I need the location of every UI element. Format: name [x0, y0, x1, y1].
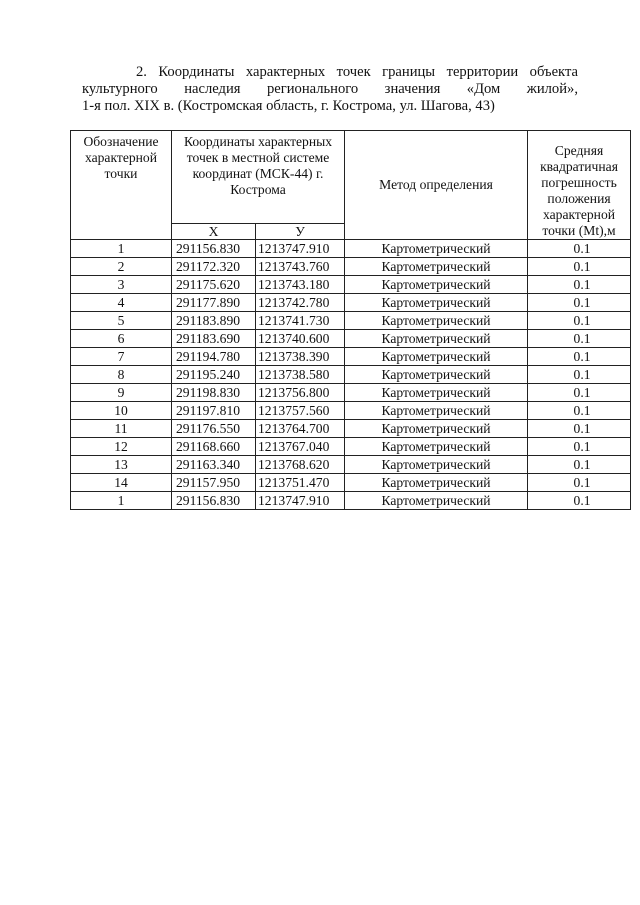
- cell-method: Картометрический: [345, 384, 528, 402]
- cell-y: 1213738.390: [256, 348, 345, 366]
- table-row: [71, 456, 631, 474]
- cell-x: 291177.890: [172, 294, 256, 312]
- table-row: [71, 240, 631, 258]
- cell-error: 0.1: [528, 402, 631, 420]
- cell-x: 291176.550: [172, 420, 256, 438]
- cell-point: 11: [71, 420, 172, 438]
- cell-x: 291163.340: [172, 456, 256, 474]
- section-heading: [82, 64, 578, 115]
- cell-method: Картометрический: [345, 402, 528, 420]
- cell-point: 1: [71, 492, 172, 510]
- cell-point: 2: [71, 258, 172, 276]
- table-row: [71, 330, 631, 348]
- cell-error: 0.1: [528, 366, 631, 384]
- cell-point: 14: [71, 474, 172, 492]
- cell-error: 0.1: [528, 348, 631, 366]
- cell-point: 4: [71, 294, 172, 312]
- cell-x: 291197.810: [172, 402, 256, 420]
- table-row: [71, 294, 631, 312]
- table-row: [71, 276, 631, 294]
- heading-line-2: культурного наследия регионального значения «Дом жилой»,: [82, 81, 578, 97]
- cell-point: 7: [71, 348, 172, 366]
- cell-point: 13: [71, 456, 172, 474]
- cell-x: 291172.320: [172, 258, 256, 276]
- cell-y: 1213742.780: [256, 294, 345, 312]
- cell-y: 1213768.620: [256, 456, 345, 474]
- cell-error: 0.1: [528, 438, 631, 456]
- cell-method: Картометрический: [345, 456, 528, 474]
- table-row: [71, 420, 631, 438]
- table-row: [71, 492, 631, 510]
- cell-error: 0.1: [528, 384, 631, 402]
- table-header: [71, 131, 631, 240]
- cell-error: 0.1: [528, 312, 631, 330]
- cell-method: Картометрический: [345, 312, 528, 330]
- cell-x: 291156.830: [172, 240, 256, 258]
- cell-method: Картометрический: [345, 258, 528, 276]
- cell-y: 1213741.730: [256, 312, 345, 330]
- cell-error: 0.1: [528, 294, 631, 312]
- cell-y: 1213747.910: [256, 492, 345, 510]
- table-row: [71, 258, 631, 276]
- heading-line-1: 2. Координаты характерных точек границы территории объекта: [136, 64, 578, 80]
- cell-x: 291198.830: [172, 384, 256, 402]
- cell-x: 291175.620: [172, 276, 256, 294]
- cell-method: Картометрический: [345, 330, 528, 348]
- cell-error: 0.1: [528, 258, 631, 276]
- cell-method: Картометрический: [345, 438, 528, 456]
- cell-error: 0.1: [528, 492, 631, 510]
- cell-x: 291183.690: [172, 330, 256, 348]
- table-row: [71, 438, 631, 456]
- cell-error: 0.1: [528, 420, 631, 438]
- cell-method: Картометрический: [345, 492, 528, 510]
- cell-y: 1213756.800: [256, 384, 345, 402]
- cell-error: 0.1: [528, 276, 631, 294]
- header-point: Обозначение характерной точки: [71, 131, 172, 240]
- header-x: Х: [172, 224, 256, 240]
- table-body: [71, 240, 631, 510]
- table-row: [71, 402, 631, 420]
- cell-x: 291194.780: [172, 348, 256, 366]
- cell-y: 1213738.580: [256, 366, 345, 384]
- cell-point: 1: [71, 240, 172, 258]
- cell-method: Картометрический: [345, 240, 528, 258]
- cell-y: 1213767.040: [256, 438, 345, 456]
- table-row: [71, 312, 631, 330]
- cell-point: 8: [71, 366, 172, 384]
- cell-x: 291157.950: [172, 474, 256, 492]
- cell-y: 1213764.700: [256, 420, 345, 438]
- cell-method: Картометрический: [345, 276, 528, 294]
- cell-x: 291183.890: [172, 312, 256, 330]
- cell-point: 5: [71, 312, 172, 330]
- header-method: Метод определения: [345, 131, 528, 240]
- cell-x: 291156.830: [172, 492, 256, 510]
- table-row: [71, 384, 631, 402]
- cell-error: 0.1: [528, 474, 631, 492]
- cell-point: 12: [71, 438, 172, 456]
- cell-error: 0.1: [528, 240, 631, 258]
- cell-method: Картометрический: [345, 420, 528, 438]
- heading-line-3: 1-я пол. XIX в. (Костромская область, г. Кострома, ул. Шагова, 43): [82, 98, 495, 114]
- cell-method: Картометрический: [345, 474, 528, 492]
- coordinates-table: [70, 130, 631, 510]
- table-row: [71, 474, 631, 492]
- cell-y: 1213751.470: [256, 474, 345, 492]
- cell-point: 9: [71, 384, 172, 402]
- header-coordinates: Координаты характерных точек в местной системе координат (МСК-44) г. Кострома: [172, 131, 345, 224]
- table-row: [71, 348, 631, 366]
- cell-y: 1213757.560: [256, 402, 345, 420]
- cell-error: 0.1: [528, 456, 631, 474]
- cell-point: 3: [71, 276, 172, 294]
- cell-method: Картометрический: [345, 348, 528, 366]
- table-row: [71, 366, 631, 384]
- cell-point: 10: [71, 402, 172, 420]
- cell-x: 291195.240: [172, 366, 256, 384]
- cell-y: 1213740.600: [256, 330, 345, 348]
- cell-y: 1213743.180: [256, 276, 345, 294]
- cell-method: Картометрический: [345, 366, 528, 384]
- cell-y: 1213743.760: [256, 258, 345, 276]
- cell-y: 1213747.910: [256, 240, 345, 258]
- cell-error: 0.1: [528, 330, 631, 348]
- cell-method: Картометрический: [345, 294, 528, 312]
- cell-x: 291168.660: [172, 438, 256, 456]
- header-y: У: [256, 224, 345, 240]
- header-error: Средняя квадратичная погрешность положения характерной точки (Mt),м: [528, 131, 631, 240]
- cell-point: 6: [71, 330, 172, 348]
